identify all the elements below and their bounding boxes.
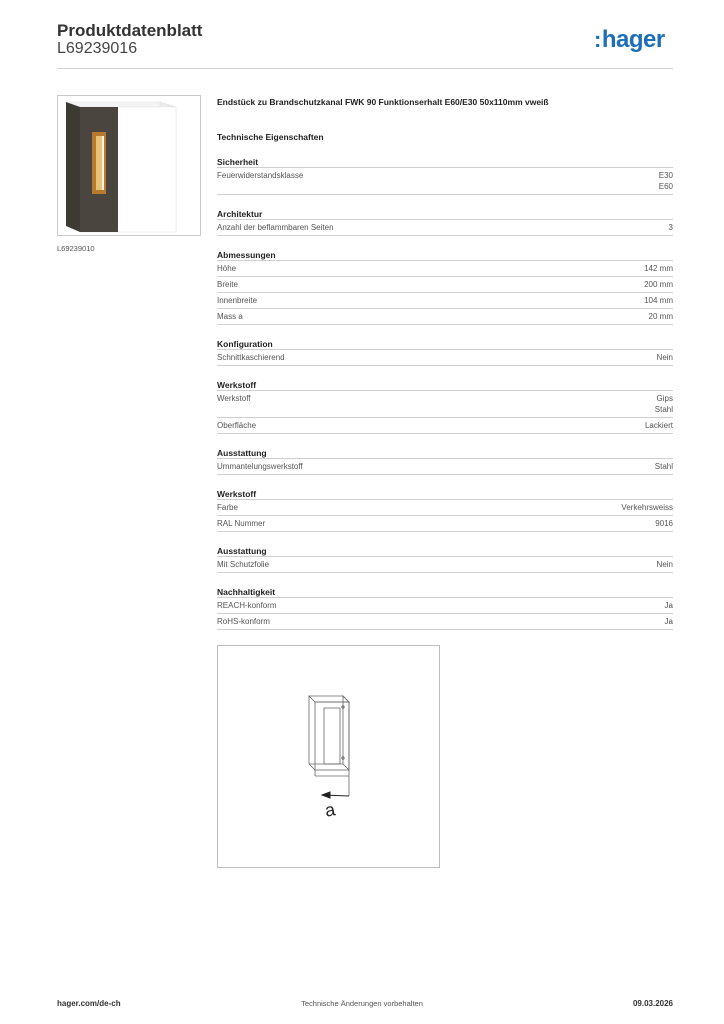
product-description: Endstück zu Brandschutzkanal FWK 90 Funktionserhalt E60/E30 50x110mm vweiß <box>217 97 549 107</box>
spec-row <box>217 391 673 418</box>
spec-group-title: Sicherheit <box>217 156 673 168</box>
spec-row <box>217 168 673 195</box>
spec-label: Anzahl der beflammbaren Seiten <box>217 223 334 232</box>
product-image-graphic <box>58 96 201 236</box>
spec-value: E30 E60 <box>658 171 673 191</box>
spec-row <box>217 309 673 325</box>
spec-group-title: Konfiguration <box>217 338 673 350</box>
spec-value: Nein <box>656 560 673 569</box>
section-title: Technische Eigenschaften <box>217 132 324 142</box>
spec-value: Nein <box>656 353 673 362</box>
product-image <box>57 95 201 236</box>
spec-value: 142 mm <box>644 264 673 273</box>
spec-row <box>217 220 673 236</box>
technical-drawing <box>217 645 440 868</box>
spec-value: Ja <box>664 601 673 610</box>
footer-website: hager.com/de-ch <box>57 999 121 1008</box>
spec-label: REACH-konform <box>217 601 277 610</box>
spec-label: RoHS-konform <box>217 617 270 626</box>
article-number: L69239016 <box>57 40 138 57</box>
spec-label: Schnittkaschierend <box>217 353 285 362</box>
spec-group-title: Architektur <box>217 208 673 220</box>
spec-value: Lackiert <box>644 421 673 430</box>
spec-row <box>217 459 673 475</box>
spec-row <box>217 614 673 630</box>
spec-row <box>217 350 673 366</box>
spec-label: Mit Schutzfolie <box>217 560 270 569</box>
spec-group-title: Werkstoff <box>217 488 673 500</box>
spec-label: Ummantelungswerkstoff <box>217 462 303 471</box>
spec-group-title: Ausstattung <box>217 545 673 557</box>
spec-row <box>217 516 673 532</box>
spec-row <box>217 418 673 434</box>
footer-notice: Technische Änderungen vorbehalten <box>301 999 423 1008</box>
document-title: Produktdatenblatt <box>57 21 203 40</box>
spec-row <box>217 557 673 573</box>
spec-group-title: Nachhaltigkeit <box>217 586 673 598</box>
spec-row <box>217 500 673 516</box>
image-caption: L69239010 <box>57 244 95 253</box>
spec-value: 3 <box>668 223 673 232</box>
spec-value: 200 mm <box>644 280 673 289</box>
spec-value: Verkehrsweiss <box>621 503 673 512</box>
spec-value: Ja <box>664 617 673 626</box>
spec-row <box>217 598 673 614</box>
spec-label: Mass a <box>217 312 243 321</box>
spec-label: Farbe <box>217 503 238 512</box>
spec-label: Feuerwiderstandsklasse <box>217 171 304 180</box>
spec-row <box>217 293 673 309</box>
spec-group-title: Werkstoff <box>217 379 673 391</box>
spec-row <box>217 261 673 277</box>
spec-label: Breite <box>217 280 238 289</box>
spec-label: Höhe <box>217 264 237 273</box>
spec-row <box>217 277 673 293</box>
spec-value: Gips Stahl <box>654 394 673 414</box>
logo-text: hager <box>601 26 665 53</box>
spec-group-title: Ausstattung <box>217 447 673 459</box>
spec-groups <box>217 156 673 630</box>
spec-label: Werkstoff <box>217 394 251 403</box>
spec-value: 9016 <box>655 519 673 528</box>
spec-value: 20 mm <box>648 312 673 321</box>
spec-group-title: Abmessungen <box>217 249 673 261</box>
header-divider <box>57 68 673 69</box>
spec-label: Oberfläche <box>217 421 257 430</box>
spec-label: RAL Nummer <box>217 519 266 528</box>
spec-value: Stahl <box>654 462 673 471</box>
footer-date: 09.03.2026 <box>632 999 673 1008</box>
spec-value: 104 mm <box>644 296 673 305</box>
dimension-label-a: a <box>323 799 337 821</box>
hager-logo: :hager <box>594 26 665 53</box>
specs-section <box>217 96 673 667</box>
technical-drawing-graphic <box>218 646 441 869</box>
spec-label: Innenbreite <box>217 296 258 305</box>
